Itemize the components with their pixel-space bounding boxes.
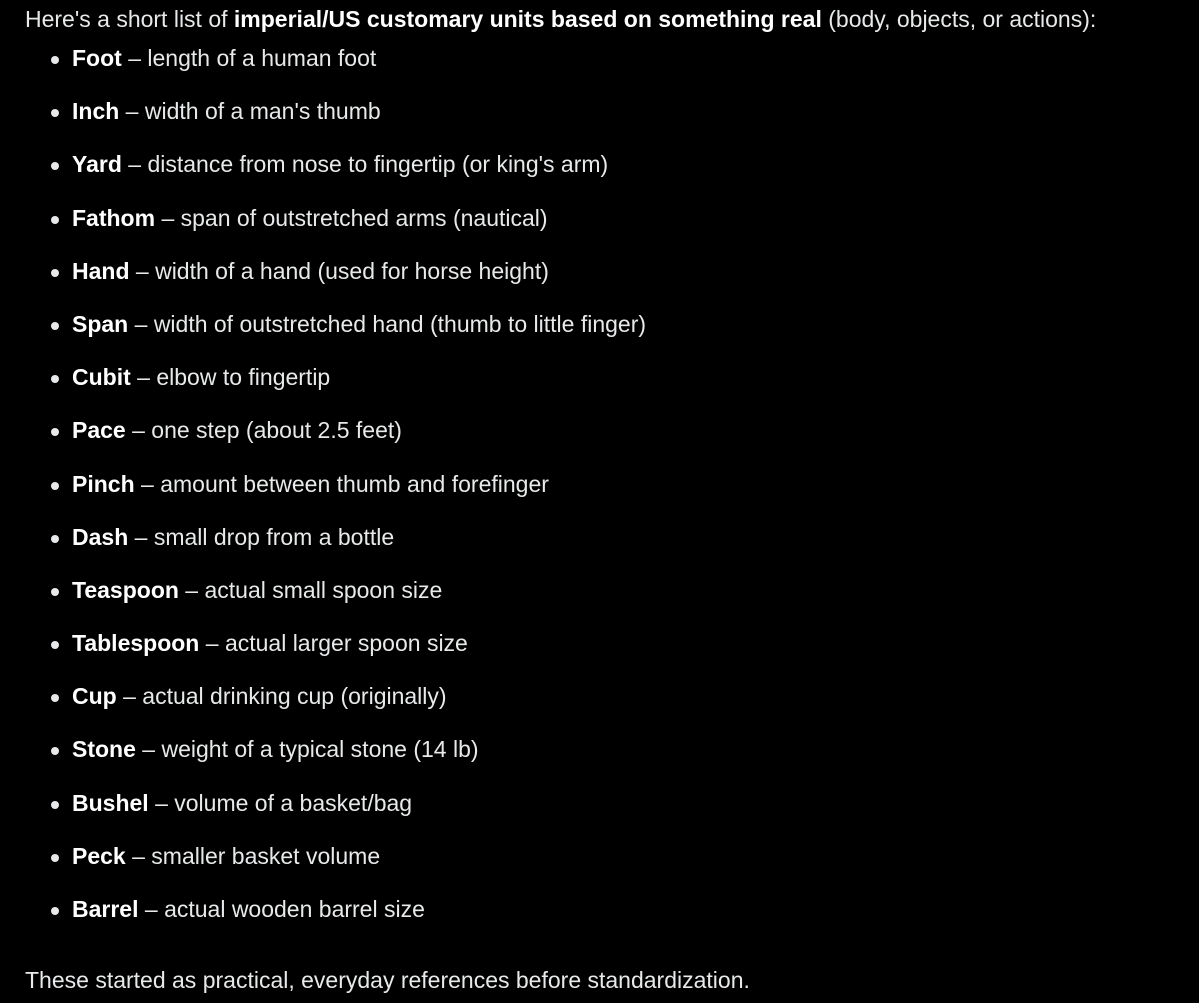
unit-term: Stone <box>72 736 136 763</box>
unit-term: Span <box>72 310 129 337</box>
list-item <box>25 682 646 735</box>
list-item <box>25 842 646 895</box>
bullet-icon <box>51 907 59 915</box>
unit-term: Teaspoon <box>72 576 179 603</box>
unit-term: Inch <box>72 98 120 125</box>
list-item <box>25 416 646 469</box>
bullet-icon <box>51 216 59 224</box>
bullet-icon <box>51 269 59 277</box>
list-item <box>25 895 646 948</box>
bullet-icon <box>51 375 59 383</box>
unit-term: Bushel <box>72 789 149 816</box>
separator: – <box>178 576 205 603</box>
bullet-icon <box>51 535 59 543</box>
list-item <box>25 789 646 842</box>
separator: – <box>116 683 143 710</box>
bullet-icon <box>51 854 59 862</box>
bullet-icon <box>51 694 59 702</box>
unit-description: width of a hand (used for horse height) <box>155 257 549 284</box>
message-body <box>25 5 1185 37</box>
units-list <box>25 44 646 948</box>
separator: – <box>148 789 175 816</box>
list-item <box>25 363 646 416</box>
unit-description: elbow to fingertip <box>156 364 331 391</box>
unit-term: Fathom <box>72 204 156 231</box>
list-item <box>25 97 646 150</box>
unit-term: Tablespoon <box>72 630 200 657</box>
unit-description: amount between thumb and forefinger <box>160 470 549 497</box>
intro-text <box>25 5 1185 37</box>
unit-description: small drop from a bottle <box>153 523 395 550</box>
unit-description: actual larger spoon size <box>224 630 468 657</box>
separator: – <box>135 736 162 763</box>
intro-prefix: Here's a short list of <box>25 6 234 32</box>
unit-description: volume of a basket/bag <box>174 789 413 816</box>
separator: – <box>199 630 225 657</box>
unit-description: actual drinking cup (originally) <box>142 683 447 710</box>
unit-term: Pinch <box>72 470 135 497</box>
separator: – <box>138 896 165 922</box>
list-item <box>25 629 646 682</box>
bullet-icon <box>51 109 59 117</box>
list-item <box>25 576 646 629</box>
unit-description: smaller basket volume <box>151 842 381 869</box>
separator: – <box>134 470 161 497</box>
closing-text: These started as practical, everyday references before standardization. <box>25 967 750 993</box>
unit-term: Cup <box>72 683 117 710</box>
bullet-icon <box>51 322 59 330</box>
separator: – <box>119 98 145 125</box>
intro-suffix: (body, objects, or actions): <box>821 6 1097 32</box>
bullet-icon <box>51 801 59 809</box>
unit-description: distance from nose to fingertip (or king's arm) <box>147 151 609 178</box>
separator: – <box>125 417 152 444</box>
separator: – <box>121 45 148 71</box>
unit-term: Peck <box>72 842 126 869</box>
unit-term: Barrel <box>72 896 139 922</box>
list-item <box>25 44 646 97</box>
unit-description: span of outstretched arms (nautical) <box>180 204 548 231</box>
bullet-icon <box>51 482 59 490</box>
intro-emphasis: imperial/US customary units based on something real <box>233 6 822 32</box>
bullet-icon <box>51 428 59 436</box>
list-item <box>25 257 646 310</box>
bullet-icon <box>51 56 59 64</box>
list-item <box>25 310 646 363</box>
bullet-icon <box>51 588 59 596</box>
separator: – <box>128 523 154 550</box>
unit-term: Hand <box>72 257 130 284</box>
separator: – <box>125 842 152 869</box>
separator: – <box>129 257 156 284</box>
list-item <box>25 204 646 257</box>
separator: – <box>121 151 148 178</box>
separator: – <box>128 310 154 337</box>
unit-description: width of a man's thumb <box>144 98 381 125</box>
bullet-icon <box>51 162 59 170</box>
bullet-icon <box>51 641 59 649</box>
list-item <box>25 470 646 523</box>
list-item <box>25 735 646 788</box>
unit-description: actual wooden barrel size <box>164 896 425 922</box>
unit-term: Foot <box>72 45 122 71</box>
unit-term: Yard <box>72 151 122 178</box>
unit-description: actual small spoon size <box>204 576 443 603</box>
unit-term: Pace <box>72 417 126 444</box>
unit-term: Cubit <box>72 364 131 391</box>
separator: – <box>130 364 157 391</box>
list-item <box>25 150 646 203</box>
unit-term: Dash <box>72 523 129 550</box>
unit-description: length of a human foot <box>147 45 377 71</box>
list-item <box>25 523 646 576</box>
unit-description: weight of a typical stone (14 lb) <box>161 736 479 763</box>
separator: – <box>155 204 181 231</box>
unit-description: one step (about 2.5 feet) <box>151 417 402 444</box>
unit-description: width of outstretched hand (thumb to little finger) <box>153 310 647 337</box>
bullet-icon <box>51 747 59 755</box>
